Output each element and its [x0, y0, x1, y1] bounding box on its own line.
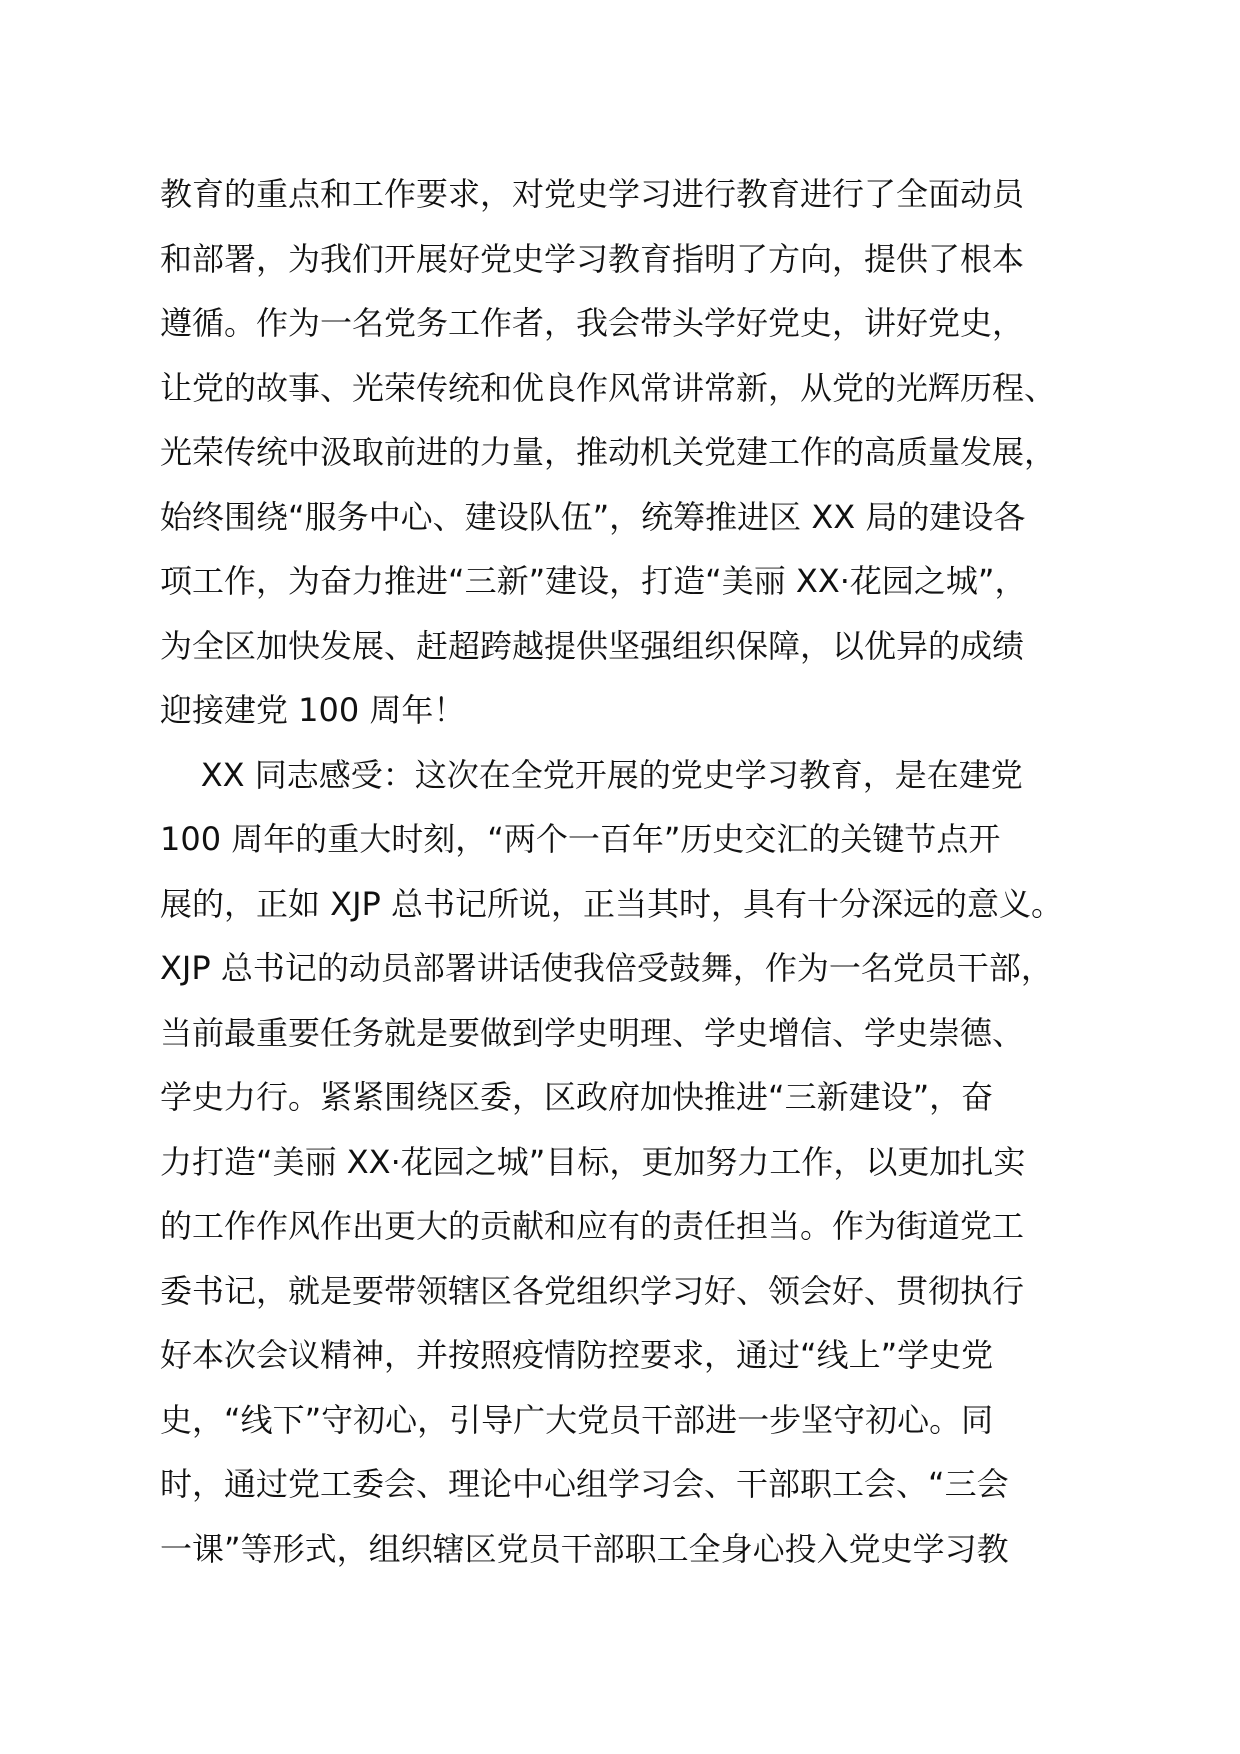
- text-line: 始终围绕“服务中心、建设队伍”，统筹推进区 XX 局的建设各: [160, 497, 1026, 536]
- text-line: 为全区加快发展、赶超跨越提供坚强组织保障，以优异的成绩: [160, 626, 1025, 665]
- text-line: 遵循。作为一名党务工作者，我会带头学好党史，讲好党史，: [160, 304, 1025, 342]
- text-line: XJP 总书记的动员部署讲话使我倍受鼓舞，作为一名党员干部，: [160, 949, 1053, 987]
- text-line: 和部署，为我们开展好党史学习教育指明了方向，提供了根本: [160, 239, 1025, 278]
- text-line: 100 周年的重大时刻，“两个一百年”历史交汇的关键节点开: [160, 820, 1001, 858]
- text-line: 力打造“美丽 XX·花园之城”目标，更加努力工作，以更加扎实: [160, 1142, 1026, 1181]
- text-line: 一课”等形式，组织辖区党员干部职工全身心投入党史学习教: [160, 1529, 1009, 1568]
- text-line: 展的，正如 XJP 总书记所说，正当其时，具有十分深远的意义。: [160, 884, 1064, 923]
- text-line: 学史力行。紧紧围绕区委，区政府加快推进“三新建设”，奋: [160, 1078, 994, 1116]
- text-line: 史，“线下”守初心，引导广大党员干部进一步坚守初心。同: [160, 1400, 994, 1439]
- text-line: 光荣传统中汲取前进的力量，推动机关党建工作的高质量发展，: [160, 433, 1057, 471]
- text-line: 项工作，为奋力推进“三新”建设，打造“美丽 XX·花园之城”，: [160, 562, 1027, 600]
- text-line: 教育的重点和工作要求，对党史学习进行教育进行了全面动员: [160, 175, 1025, 213]
- text-line: 迎接建党 100 周年！: [160, 691, 466, 729]
- text-line: 委书记，就是要带领辖区各党组织学习好、领会好、贯彻执行: [160, 1271, 1025, 1310]
- text-line: XX 同志感受：这次在全党开展的党史学习教育，是在建党: [160, 755, 1023, 794]
- document-body: [160, 162, 1120, 1581]
- text-line: 让党的故事、光荣传统和优良作风常讲常新，从党的光辉历程、: [160, 368, 1057, 407]
- text-line: 的工作作风作出更大的贡献和应有的责任担当。作为街道党工: [160, 1207, 1025, 1245]
- text-line: 时，通过党工委会、理论中心组学习会、干部职工会、“三会: [160, 1465, 1009, 1503]
- text-line: 好本次会议精神，并按照疫情防控要求，通过“线上”学史党: [160, 1336, 994, 1374]
- text-line: 当前最重要任务就是要做到学史明理、学史增信、学史崇德、: [160, 1013, 1025, 1052]
